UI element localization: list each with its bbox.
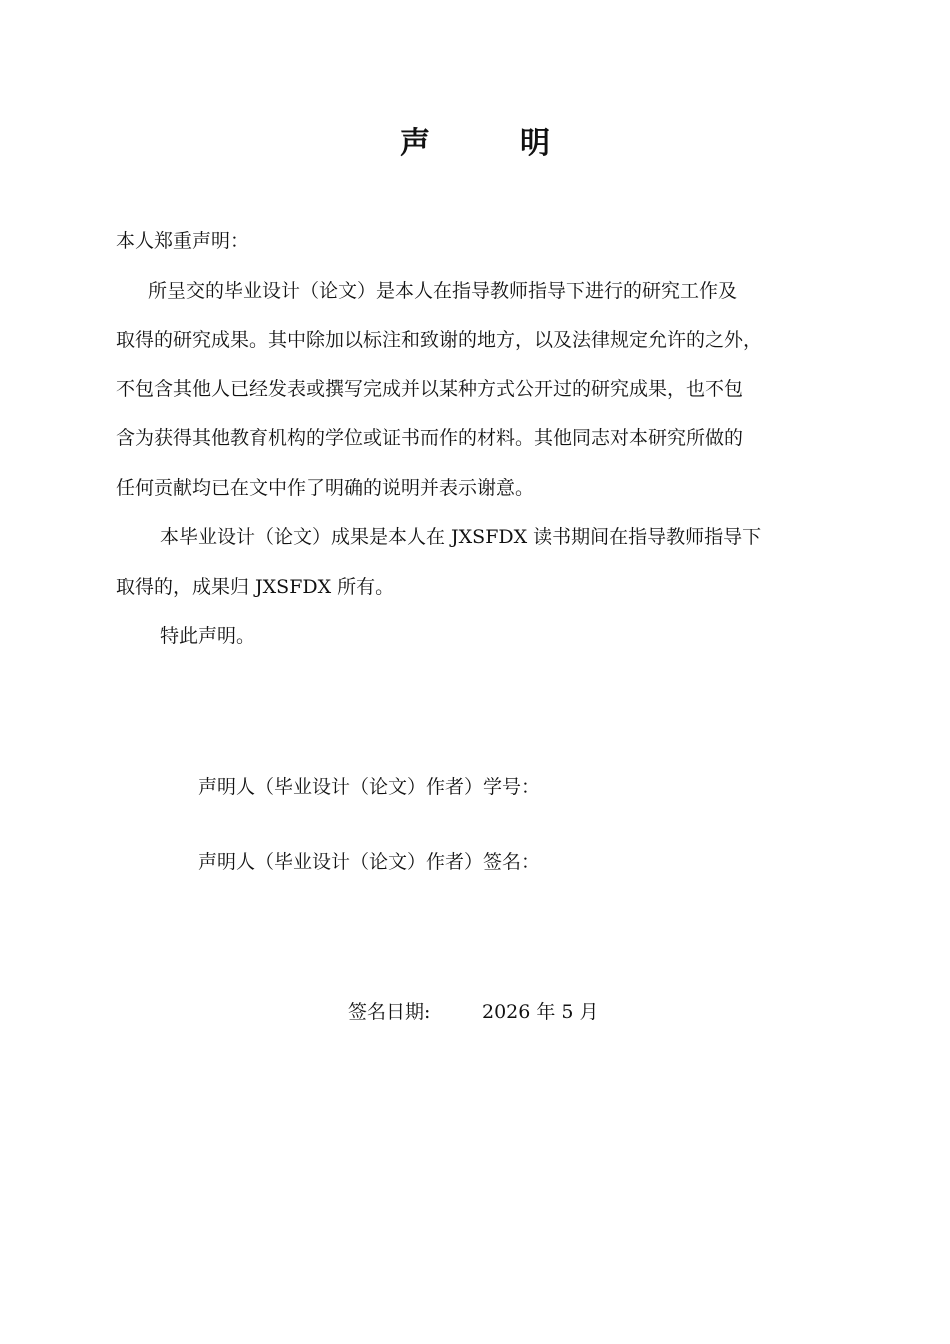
signature-label: 声明人（毕业设计（论文）作者）签名： xyxy=(198,851,541,873)
title-char-1: 声 xyxy=(400,126,430,161)
paragraph2-line: 取得的，成果归 JXSFDX 所有。 xyxy=(116,576,395,598)
paragraph2-line: 本毕业设计（论文）成果是本人在 JXSFDX 读书期间在指导教师指导下 xyxy=(160,526,762,548)
paragraph1-line: 不包含其他人已经发表或撰写完成并以某种方式公开过的研究成果，也不包 xyxy=(116,378,744,400)
paragraph1-line: 所呈交的毕业设计（论文）是本人在指导教师指导下进行的研究工作及 xyxy=(148,280,738,302)
student-id-label: 声明人（毕业设计（论文）作者）学号： xyxy=(198,776,541,798)
closing-statement: 特此声明。 xyxy=(160,625,256,647)
date-label: 签名日期: xyxy=(348,1001,431,1023)
opening-statement: 本人郑重声明： xyxy=(116,230,250,252)
page-title xyxy=(0,118,950,162)
date-value: 2026 年 5 月 xyxy=(482,1001,599,1023)
paragraph1-line: 取得的研究成果。其中除加以标注和致谢的地方，以及法律规定允许的之外， xyxy=(116,329,763,351)
paragraph1-line: 任何贡献均已在文中作了明确的说明并表示谢意。 xyxy=(116,477,535,499)
title-char-2: 明 xyxy=(520,126,550,161)
paragraph1-line: 含为获得其他教育机构的学位或证书而作的材料。其他同志对本研究所做的 xyxy=(116,427,744,449)
